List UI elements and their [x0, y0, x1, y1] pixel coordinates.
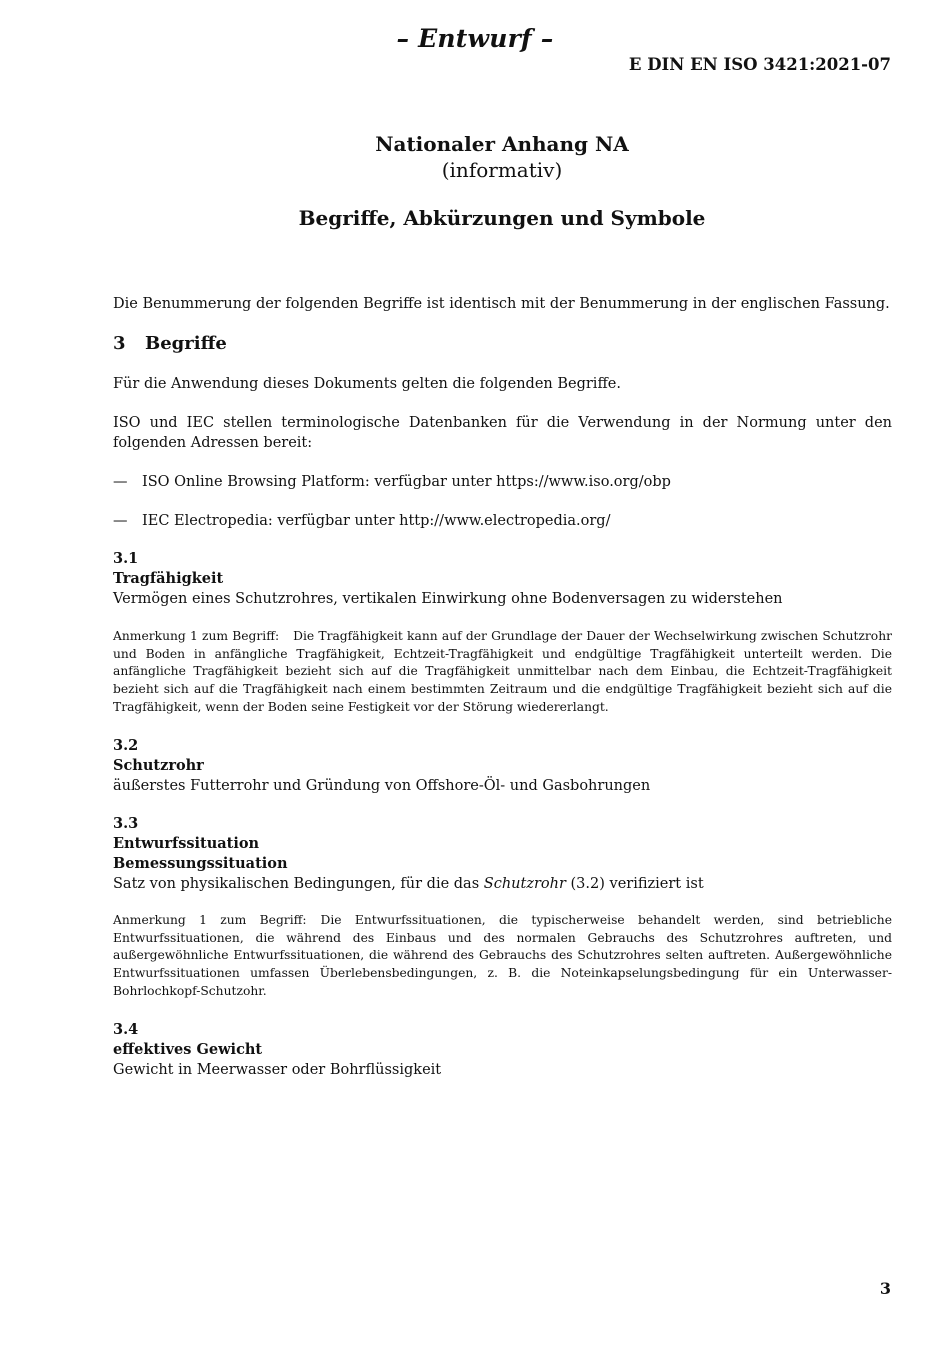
term-number: 3.2: [113, 737, 139, 754]
term-entry: [113, 1020, 892, 1080]
annex-title: Nationaler Anhang NA: [375, 132, 629, 156]
term-definition: äußerstes Futterrohr und Gründung von Offshore-Öl- und Gasbohrungen: [113, 778, 651, 794]
term-name: Schutzrohr: [113, 757, 204, 774]
term-note: [113, 628, 892, 717]
iso-iec-paragraph: ISO und IEC stellen terminologische Datenbanken für die Verwendung in der Normung unter den folgenden Adressen bereit:: [113, 415, 892, 451]
term-entry: [113, 549, 892, 609]
term-number: 3.4: [113, 1021, 139, 1038]
term-definition: Gewicht in Meerwasser oder Bohrflüssigkeit: [113, 1062, 442, 1078]
bullet-dash: —: [113, 513, 128, 529]
term-note: [113, 912, 892, 1001]
term-entry: [113, 736, 892, 796]
intro-paragraph: Die Benummerung der folgenden Begriffe ist identisch mit der Benummerung in der englischen Fassung.: [113, 296, 890, 312]
term-definition: [113, 874, 892, 894]
section-title: Begriffe: [145, 333, 227, 354]
term-name: Tragfähigkeit: [113, 570, 224, 587]
page-number: 3: [879, 1279, 891, 1298]
note-text: Die Tragfähigkeit kann auf der Grundlage der Dauer der Wechselwirkung zwischen Schutzrohr und Boden in anfängliche Tragfähigkeit, Echtzeit-Tragfähigkeit und endgültige Tragfähigkeit unterteilt werden. Die anfängliche Tragfähigkeit bezieht sich auf die Tragfähigkeit unmittelbar nach dem Einbau, die Echtzeit-Tragfähigkeit bezieht sich auf die Tragfähigkeit nach einem bestimmten Zeitraum und die endgültige Tragfähigkeit bezieht sich auf die Tragfähigkeit, wenn der Boden seine Festigkeit vor der Störung wiedererlangt.: [113, 629, 892, 714]
term-name: effektives Gewicht: [113, 1041, 263, 1058]
annex-heading: Begriffe, Abkürzungen und Symbole: [298, 206, 706, 230]
definition-text: (3.2) verifiziert ist: [570, 876, 704, 892]
term-entry: [113, 814, 892, 894]
applies-paragraph: Für die Anwendung dieses Dokuments gelten die folgenden Begriffe.: [113, 376, 621, 392]
term-reference: Schutzrohr: [483, 876, 566, 892]
section-number: 3: [113, 333, 126, 354]
note-label: Anmerkung 1 zum Begriff:: [113, 913, 307, 927]
list-item-text: ISO Online Browsing Platform: verfügbar unter https://www.iso.org/obp: [142, 474, 671, 490]
bullet-dash: —: [113, 474, 128, 490]
list-item-text: IEC Electropedia: verfügbar unter http://www.electropedia.org/: [142, 513, 611, 529]
term-number: 3.3: [113, 815, 139, 832]
note-label: Anmerkung 1 zum Begriff:: [113, 629, 280, 643]
definition-text: Satz von physikalischen Bedingungen, für die das: [113, 876, 480, 892]
term-number: 3.1: [113, 550, 139, 567]
term-name: Entwurfssituation: [113, 835, 260, 852]
document-id: E DIN EN ISO 3421:2021-07: [628, 55, 891, 74]
term-definition: Vermögen eines Schutzrohres, vertikalen Einwirkung ohne Bodenversagen zu widerstehen: [113, 591, 783, 607]
draft-watermark: – Entwurf –: [396, 24, 554, 53]
section-heading: [113, 333, 227, 354]
list-item: [113, 511, 892, 531]
note-text: Die Entwurfssituationen, die typischerweise behandelt werden, sind betriebliche Entwurfssituationen, die während des Einbaus und des normalen Gebrauchs des Schutzrohres auftreten, und außergewöhnliche Entwurfssituationen, die während des Gebrauchs des Schutzrohres selten auftreten. Außergewöhnliche Entwurfssituationen umfassen Überlebensbedingungen, z. B. die Noteinkapselungsbedingung für ein Unterwasser-Bohrlochkopf-Schutzohr.: [113, 913, 893, 998]
annex-subtitle: (informativ): [441, 158, 563, 182]
list-item: [113, 472, 892, 492]
term-alt-name: Bemessungssituation: [113, 855, 288, 872]
